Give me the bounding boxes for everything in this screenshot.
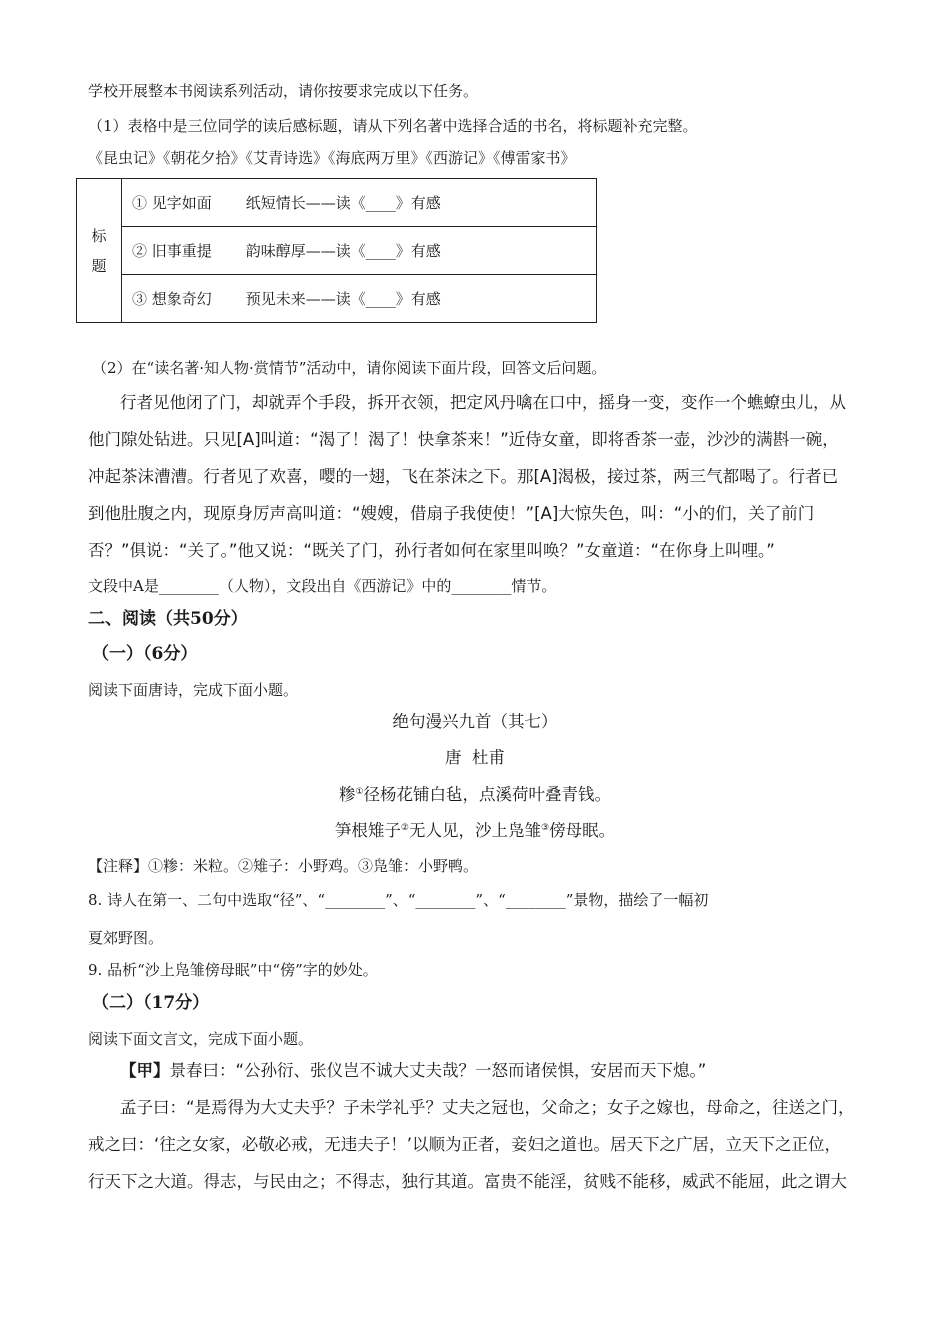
jia-line-3: 戒之曰：‘往之女家，必敬必戒，无违夫子！’以顺为正者，妾妇之道也。居天下之广居，立天下之正位，	[88, 1135, 841, 1154]
part1-instruction: 阅读下面唐诗，完成下面小题。	[88, 681, 299, 699]
poem-note: 【注释】①糁：米粒。②雉子：小野鸡。③凫雏：小野鸭。	[88, 857, 479, 875]
book-list: 《昆虫记》《朝花夕拾》《艾青诗选》《海底两万里》《西游记》《傅雷家书》	[88, 149, 576, 167]
jia-line-2: 孟子曰：“是焉得为大丈夫乎？子未学礼乎？丈夫之冠也，父命之；女子之嫁也，母命之，往送之门，	[120, 1098, 855, 1117]
poem-title: 绝句漫兴九首（其七）	[392, 712, 558, 731]
row-left: ① 见字如面	[132, 194, 212, 212]
poem-text: 傍母眠。	[549, 821, 616, 840]
passage-line-4: 到他肚腹之内，现原身厉声高叫道：“嫂嫂，借扇子我使使！”[A]大惊失色，叫：“小的们，关了前门	[88, 504, 815, 523]
title-table	[76, 178, 597, 323]
poem-text: 径杨花铺白毡，点溪荷叶叠青钱。	[363, 785, 612, 804]
table-header-char-1: 标	[91, 226, 107, 245]
jia-line-1	[120, 1061, 706, 1081]
row-right: 韵味醇厚——读《____》有感	[245, 242, 441, 260]
jia-line-4: 行天下之大道。得志，与民由之；不得志，独行其道。富贵不能淫，贫贱不能移，威武不能屈，此之谓大	[88, 1172, 847, 1191]
poem-line-1	[0, 785, 950, 805]
part2-heading: （二）（17分）	[92, 993, 210, 1013]
poem-text: 笋根雉子	[334, 821, 401, 840]
note-marker-3: ③	[541, 823, 550, 833]
note-marker-1: ①	[355, 787, 364, 797]
table-row	[122, 275, 597, 323]
intro-text: 学校开展整本书阅读系列活动，请你按要求完成以下任务。	[88, 82, 479, 100]
row-right: 纸短情长——读《____》有感	[245, 194, 441, 212]
section-heading: 二、阅读（共50分）	[88, 609, 248, 629]
q1-prompt: （1）表格中是三位同学的读后感标题，请从下列名著中选择合适的书名，将标题补充完整。	[88, 117, 698, 135]
passage-line-1: 行者见他闭了门，却就弄个手段，拆开衣领，把定风丹噙在口中，摇身一变，变作一个蟭蟟虫儿，从	[120, 393, 846, 412]
part2-instruction: 阅读下面文言文，完成下面小题。	[88, 1030, 314, 1048]
jia-label: 【甲】	[120, 1061, 170, 1080]
poem-text: 无人见，沙上凫雏	[409, 821, 541, 840]
q2-question: 文段中A是________（人物），文段出自《西游记》中的________情节。	[88, 577, 557, 595]
poem-author: 唐 杜甫	[445, 748, 505, 767]
table-row	[122, 179, 597, 227]
passage-line-5: 否？”俱说：“关了。”他又说：“既关了门，孙行者如何在家里叫唤？”女童道：“在你身上叫哩。”	[88, 541, 775, 560]
poem-line-2	[0, 821, 950, 841]
q2-prompt: （2）在“读名著·知人物·赏情节”活动中，请你阅读下面片段，回答文后问题。	[92, 359, 607, 377]
row-left: ③ 想象奇幻	[132, 290, 212, 308]
row-left: ② 旧事重提	[132, 242, 212, 260]
poem-text: 糁	[338, 785, 356, 804]
question-8-line-1: 8. 诗人在第一、二句中选取“径”、“________”、“________”、“________”景物，描绘了一幅初	[88, 891, 709, 909]
question-8-line-2: 夏郊野图。	[88, 929, 164, 947]
part1-heading: （一）（6分）	[92, 644, 198, 664]
jia-text: 景春曰：“公孙衍、张仪岂不诚大丈夫哉？一怒而诸侯惧，安居而天下熄。”	[169, 1061, 707, 1080]
table-header	[77, 179, 122, 323]
question-9: 9. 品析“沙上凫雏傍母眠”中“傍”字的妙处。	[88, 961, 378, 979]
note-marker-2: ②	[400, 823, 409, 833]
passage-line-3: 冲起茶沫漕漕。行者见了欢喜，嘤的一翅，飞在茶沫之下。那[A]渴极，接过茶，两三气都喝了。行者已	[88, 467, 839, 486]
table-header-char-2: 题	[91, 256, 107, 275]
passage-line-2: 他门隙处钻进。只见[A]叫道：“渴了！渴了！快拿茶来！”近侍女童，即将香茶一壶，沙沙的满斟一碗，	[88, 430, 839, 449]
row-right: 预见未来——读《____》有感	[245, 290, 441, 308]
table-row	[122, 227, 597, 275]
